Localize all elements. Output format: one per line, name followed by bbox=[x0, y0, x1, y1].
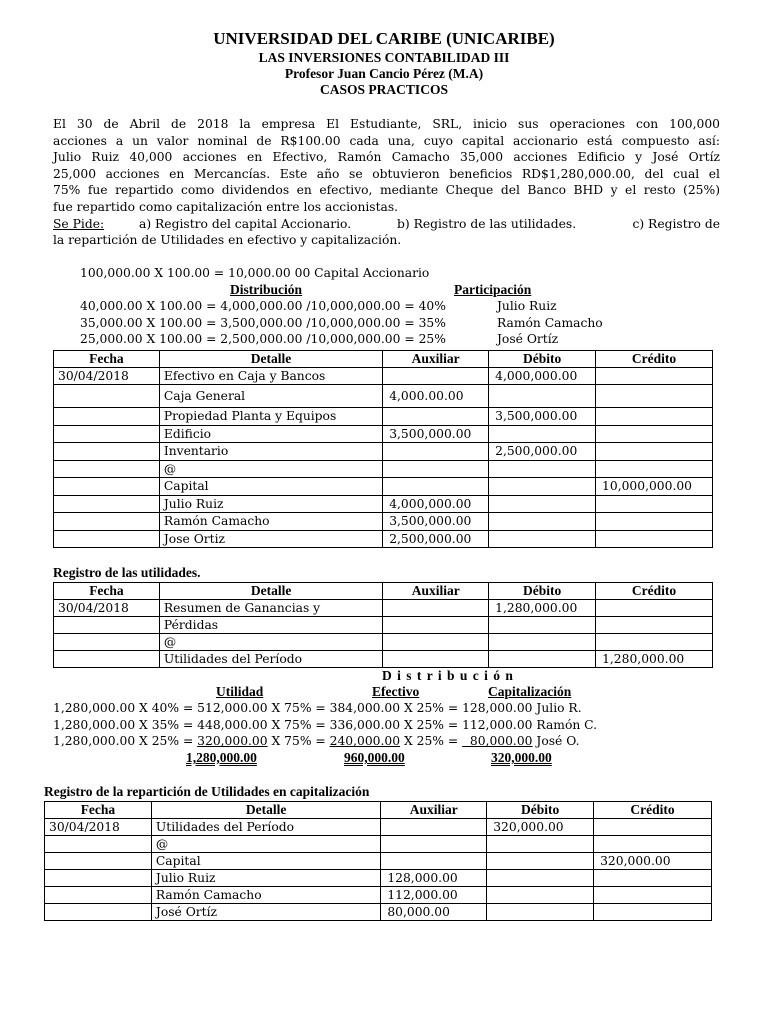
cell-auxiliar bbox=[383, 651, 489, 668]
utilidad-share: 512,000.00 bbox=[197, 701, 268, 715]
statement-line: fue repartido como capitalización entre los accionistas. bbox=[53, 199, 399, 214]
table-row bbox=[54, 461, 713, 478]
se-pide-a: a) Registro del capital Accionario. bbox=[139, 216, 352, 231]
cell-auxiliar: 4,000.00.00 bbox=[383, 385, 489, 408]
efectivo-share: 384,000.00 bbox=[329, 701, 401, 715]
cell-detalle: Ramón Camacho bbox=[159, 513, 382, 531]
cell-credito bbox=[594, 887, 712, 904]
cell-fecha bbox=[45, 836, 152, 853]
calc-part: 1,280,000.00 X 35% = bbox=[53, 717, 198, 732]
statement-line: 25,000 acciones en Mercancías. Este año se obtuvieron beneficios RD$1,280,000.00, del cual el bbox=[53, 166, 720, 181]
header-detalle: Detalle bbox=[151, 802, 380, 819]
cell-auxiliar: 112,000.00 bbox=[381, 887, 487, 904]
cell-credito: 1,280,000.00 bbox=[596, 651, 713, 668]
capital-calculation bbox=[80, 265, 720, 298]
statement-line: El 30 de Abril de 2018 la empresa El Estudiante, SRL, inicio sus operaciones con 100,000 bbox=[53, 117, 720, 131]
cell-debito bbox=[489, 461, 596, 478]
table-header-row bbox=[54, 351, 713, 368]
cell-auxiliar: 4,000,000.00 bbox=[383, 496, 489, 513]
cell-debito: 1,280,000.00 bbox=[489, 600, 596, 617]
header-credito: Crédito bbox=[596, 351, 713, 368]
cell-auxiliar: 3,500,000.00 bbox=[383, 426, 489, 443]
calc-part: X 25% = bbox=[400, 734, 463, 749]
cell-detalle: Propiedad Planta y Equipos bbox=[159, 408, 382, 426]
efectivo-share: 336,000.00 bbox=[329, 717, 401, 732]
shareholder-name: Ramón Camacho bbox=[497, 315, 603, 330]
total-capitalizacion: 320,000.00 bbox=[491, 750, 552, 765]
cell-auxiliar bbox=[383, 478, 489, 496]
table-row bbox=[54, 368, 713, 385]
cell-debito bbox=[487, 853, 594, 870]
cell-auxiliar bbox=[381, 836, 487, 853]
table-row bbox=[54, 426, 713, 443]
cell-auxiliar bbox=[383, 634, 489, 651]
distribution-row bbox=[53, 733, 733, 750]
table-row bbox=[45, 853, 712, 870]
section-reparticion-title: Registro de la repartición de Utilidades en capitalización bbox=[44, 784, 370, 799]
cell-fecha bbox=[45, 904, 152, 921]
table-row bbox=[54, 531, 713, 548]
cell-credito bbox=[596, 531, 713, 548]
cell-debito bbox=[489, 617, 596, 634]
cell-debito bbox=[489, 478, 596, 496]
cell-debito bbox=[489, 496, 596, 513]
distribution-calc bbox=[53, 700, 733, 750]
table-row bbox=[54, 408, 713, 426]
cell-debito: 320,000.00 bbox=[487, 819, 594, 836]
header-credito: Crédito bbox=[594, 802, 712, 819]
calc-part: X 75% = bbox=[267, 701, 330, 715]
cell-auxiliar bbox=[381, 819, 487, 836]
cell-fecha bbox=[54, 426, 160, 443]
cell-auxiliar: 128,000.00 bbox=[381, 870, 487, 887]
journal-table-capitalizacion bbox=[44, 801, 712, 921]
distribution-rows bbox=[53, 298, 720, 348]
cell-detalle: Jose Ortiz bbox=[159, 531, 382, 548]
calc-part: X 75% = bbox=[267, 717, 330, 732]
cell-auxiliar bbox=[383, 461, 489, 478]
table-row bbox=[54, 651, 713, 668]
cell-detalle: Pérdidas bbox=[159, 617, 382, 634]
cell-fecha bbox=[54, 478, 160, 496]
journal-table-capital bbox=[53, 350, 713, 548]
calc-part: X 25% = bbox=[400, 701, 463, 715]
cell-auxiliar bbox=[383, 368, 489, 385]
cell-auxiliar: 3,500,000.00 bbox=[383, 513, 489, 531]
cell-credito bbox=[596, 385, 713, 408]
section-utilidades-title: Registro de las utilidades. bbox=[53, 565, 201, 580]
utilidad-label: Utilidad bbox=[216, 684, 264, 699]
statement-line: 75% fue repartido como dividendos en efectivo, mediante Cheque del Banco BHD y el resto (25%) bbox=[53, 183, 720, 198]
cell-fecha bbox=[54, 408, 160, 426]
cell-credito bbox=[596, 408, 713, 426]
efectivo-label: Efectivo bbox=[372, 684, 420, 699]
header-fecha: Fecha bbox=[54, 351, 160, 368]
table-row bbox=[45, 836, 712, 853]
cell-fecha bbox=[54, 461, 160, 478]
cell-auxiliar bbox=[383, 443, 489, 461]
cell-debito bbox=[487, 887, 594, 904]
cell-credito: 10,000,000.00 bbox=[596, 478, 713, 496]
statement-line: acciones a un valor nominal de R$100.00 cada una, cuyo capital accionario está compuesto así: bbox=[53, 133, 720, 148]
cell-auxiliar bbox=[383, 600, 489, 617]
cell-detalle: Capital bbox=[151, 853, 380, 870]
cell-detalle: Inventario bbox=[159, 443, 382, 461]
se-pide-line bbox=[53, 216, 720, 233]
table-row bbox=[54, 385, 713, 408]
cell-credito bbox=[596, 634, 713, 651]
efectivo-share: 240,000.00 bbox=[329, 734, 401, 749]
total-efectivo: 960,000.00 bbox=[344, 750, 405, 765]
cell-credito bbox=[596, 617, 713, 634]
journal-table-utilidades bbox=[53, 582, 713, 668]
header-detalle: Detalle bbox=[159, 583, 382, 600]
shareholder-short: Julio R. bbox=[532, 701, 582, 715]
header-auxiliar: Auxiliar bbox=[383, 351, 489, 368]
cell-fecha bbox=[54, 496, 160, 513]
header-auxiliar: Auxiliar bbox=[381, 802, 487, 819]
header-debito: Débito bbox=[489, 583, 596, 600]
cell-detalle: Ramón Camacho bbox=[151, 887, 380, 904]
cell-auxiliar: 2,500,000.00 bbox=[383, 531, 489, 548]
cell-debito: 2,500,000.00 bbox=[489, 443, 596, 461]
cell-detalle: @ bbox=[159, 634, 382, 651]
shareholder-short: José O. bbox=[532, 734, 580, 749]
calc-part: 1,280,000.00 X 25% = bbox=[53, 734, 198, 749]
shareholder-name: Julio Ruiz bbox=[497, 299, 557, 313]
cell-auxiliar bbox=[383, 617, 489, 634]
header-credito: Crédito bbox=[596, 583, 713, 600]
cell-fecha bbox=[54, 531, 160, 548]
calc-part: 1,280,000.00 X 40% = bbox=[53, 701, 198, 715]
header-fecha: Fecha bbox=[45, 802, 152, 819]
cell-credito bbox=[596, 426, 713, 443]
se-pide-label: Se Pide: bbox=[53, 216, 105, 231]
cell-debito bbox=[489, 651, 596, 668]
university-title: UNIVERSIDAD DEL CARIBE (UNICARIBE) bbox=[213, 29, 555, 48]
table-row bbox=[54, 513, 713, 531]
calc-part: X 75% = bbox=[267, 734, 330, 749]
cell-debito bbox=[487, 904, 594, 921]
distribucion-title: D i s t r i b u c i ó n bbox=[382, 668, 514, 683]
cell-fecha bbox=[54, 385, 160, 408]
cell-detalle: Edificio bbox=[159, 426, 382, 443]
cell-fecha bbox=[45, 870, 152, 887]
cell-fecha bbox=[54, 651, 160, 668]
table-header-row bbox=[45, 802, 712, 819]
cell-credito bbox=[596, 496, 713, 513]
cell-debito: 4,000,000.00 bbox=[489, 368, 596, 385]
cell-credito bbox=[594, 904, 712, 921]
table-row bbox=[54, 478, 713, 496]
cell-detalle: Efectivo en Caja y Bancos bbox=[159, 368, 382, 385]
cell-credito bbox=[594, 836, 712, 853]
capital-total-line: 100,000.00 X 100.00 = 10,000.00 00 Capital Accionario bbox=[80, 266, 430, 280]
cell-fecha: 30/04/2018 bbox=[54, 600, 160, 617]
cell-credito bbox=[596, 443, 713, 461]
cell-detalle: Julio Ruiz bbox=[159, 496, 382, 513]
table-row bbox=[45, 904, 712, 921]
table-row bbox=[54, 634, 713, 651]
table-row bbox=[54, 617, 713, 634]
capitalizacion-share: 128,000.00 bbox=[462, 701, 533, 715]
table-row bbox=[54, 496, 713, 513]
cell-credito bbox=[596, 461, 713, 478]
cell-fecha bbox=[54, 617, 160, 634]
cell-debito bbox=[489, 513, 596, 531]
distribution-row bbox=[53, 700, 733, 717]
cell-credito bbox=[596, 513, 713, 531]
cell-debito bbox=[489, 385, 596, 408]
course-title: LAS INVERSIONES CONTABILIDAD III bbox=[258, 50, 510, 65]
table-row bbox=[45, 870, 712, 887]
cell-detalle: @ bbox=[151, 836, 380, 853]
cell-detalle: Julio Ruiz bbox=[151, 870, 380, 887]
cell-auxiliar bbox=[383, 408, 489, 426]
cell-auxiliar bbox=[381, 853, 487, 870]
cell-fecha bbox=[54, 443, 160, 461]
se-pide-continuation: la repartición de Utilidades en efectivo y capitalización. bbox=[53, 233, 402, 248]
calc-row: 40,000.00 X 100.00 = 4,000,000.00 /10,000,000.00 = 40% bbox=[80, 299, 446, 313]
table-row bbox=[54, 600, 713, 617]
participacion-label: Participación bbox=[454, 281, 532, 297]
cell-debito: 3,500,000.00 bbox=[489, 408, 596, 426]
shareholder-short: Ramón C. bbox=[532, 717, 598, 732]
cell-detalle: Capital bbox=[159, 478, 382, 496]
cell-debito bbox=[489, 426, 596, 443]
cell-detalle: Utilidades del Período bbox=[159, 651, 382, 668]
header-debito: Débito bbox=[487, 802, 594, 819]
table-header-row bbox=[54, 583, 713, 600]
distribucion-label: Distribución bbox=[230, 281, 303, 297]
cell-credito bbox=[594, 870, 712, 887]
cell-debito bbox=[487, 836, 594, 853]
shareholder-name: José Ortíz bbox=[497, 332, 559, 347]
total-utilidad: 1,280,000.00 bbox=[186, 750, 257, 765]
professor-name: Profesor Juan Cancio Pérez (M.A) bbox=[284, 66, 484, 81]
table-row bbox=[45, 887, 712, 904]
header-debito: Débito bbox=[489, 351, 596, 368]
cell-debito bbox=[487, 870, 594, 887]
cell-detalle: Resumen de Ganancias y bbox=[159, 600, 382, 617]
cell-fecha: 30/04/2018 bbox=[54, 368, 160, 385]
header-fecha: Fecha bbox=[54, 583, 160, 600]
utilidad-share: 320,000.00 bbox=[197, 734, 268, 749]
header-detalle: Detalle bbox=[159, 351, 382, 368]
cell-auxiliar: 80,000.00 bbox=[381, 904, 487, 921]
distribution-row bbox=[53, 717, 733, 734]
section-label: CASOS PRACTICOS bbox=[320, 82, 448, 97]
cell-credito bbox=[594, 819, 712, 836]
table-row bbox=[54, 443, 713, 461]
cell-detalle: Caja General bbox=[159, 385, 382, 408]
cell-fecha bbox=[54, 634, 160, 651]
cell-fecha: 30/04/2018 bbox=[45, 819, 152, 836]
statement-line: Julio Ruiz 40,000 acciones en Efectivo, Ramón Camacho 35,000 acciones Edificio y José Ortíz bbox=[53, 150, 720, 165]
cell-detalle: José Ortíz bbox=[151, 904, 380, 921]
calc-row: 35,000.00 X 100.00 = 3,500,000.00 /10,000,000.00 = 35% bbox=[80, 315, 446, 330]
cell-fecha bbox=[45, 853, 152, 870]
cell-credito bbox=[596, 368, 713, 385]
se-pide-b: b) Registro de las utilidades. bbox=[397, 216, 577, 231]
utilidad-share: 448,000.00 bbox=[197, 717, 268, 732]
cell-detalle: @ bbox=[159, 461, 382, 478]
cell-fecha bbox=[54, 513, 160, 531]
table-row bbox=[45, 819, 712, 836]
capitalizacion-share: 112,000.00 bbox=[462, 717, 533, 732]
cell-debito bbox=[489, 531, 596, 548]
se-pide-c: c) Registro de bbox=[632, 216, 720, 231]
calc-row: 25,000.00 X 100.00 = 2,500,000.00 /10,000,000.00 = 25% bbox=[80, 332, 446, 347]
cell-debito bbox=[489, 634, 596, 651]
cell-detalle: Utilidades del Período bbox=[151, 819, 380, 836]
capitalizacion-share: 80,000.00 bbox=[462, 734, 533, 749]
cell-credito bbox=[596, 600, 713, 617]
case-statement bbox=[53, 116, 720, 249]
cell-fecha bbox=[45, 887, 152, 904]
calc-part: X 25% = bbox=[400, 717, 463, 732]
header-auxiliar: Auxiliar bbox=[383, 583, 489, 600]
cell-credito: 320,000.00 bbox=[594, 853, 712, 870]
capitalizacion-label: Capitalización bbox=[488, 684, 572, 699]
